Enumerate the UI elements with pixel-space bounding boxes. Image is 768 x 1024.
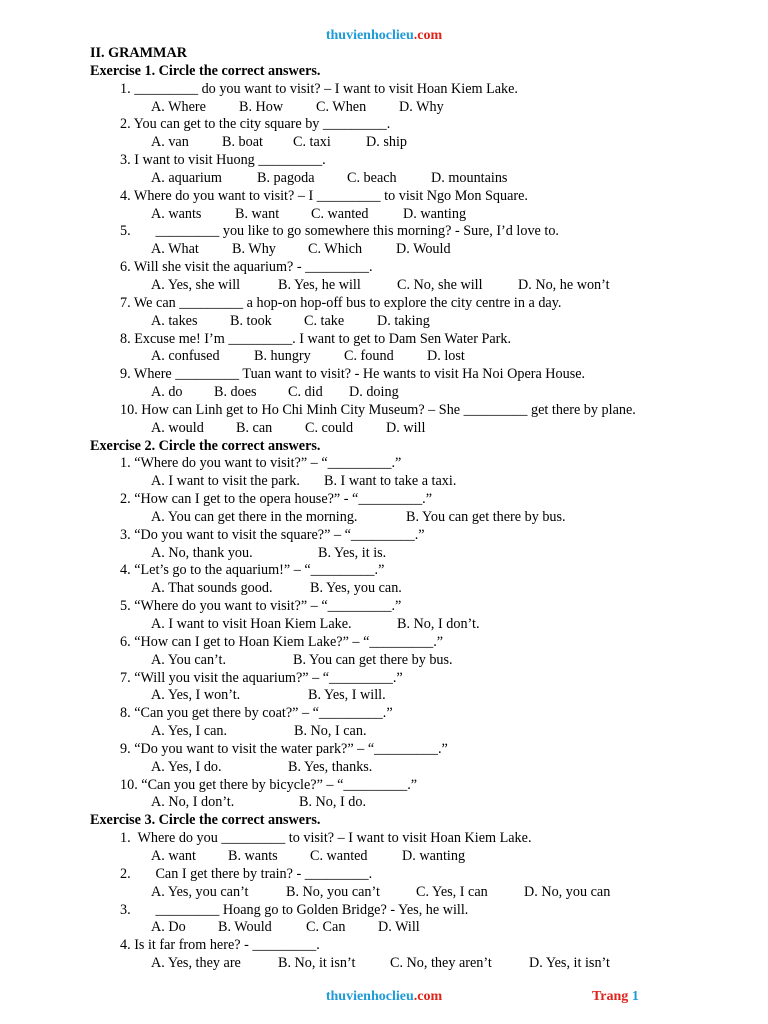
options-row	[0, 384, 768, 402]
answer-option[interactable]: B. Yes, I will.	[308, 687, 386, 704]
answer-option[interactable]: A. want	[151, 847, 196, 864]
answer-option[interactable]: D. wanting	[402, 847, 466, 864]
answer-option[interactable]: D. taking	[377, 312, 430, 329]
answer-option[interactable]: B. No, you can’t	[286, 883, 380, 900]
answer-option[interactable]: B. No, it isn’t	[278, 955, 356, 972]
question-text: 4. “Let’s go to the aquarium!” – “_________.”	[120, 562, 385, 579]
answer-option[interactable]: C. taxi	[293, 134, 331, 151]
question-text: 10. “Can you get there by bicycle?” – “_________.”	[120, 776, 418, 793]
header-site-link[interactable]	[0, 28, 768, 44]
worksheet-content	[0, 45, 768, 973]
answer-option[interactable]: D. wanting	[403, 205, 467, 222]
answer-option[interactable]: D. doing	[349, 384, 399, 401]
answer-option[interactable]: D. lost	[427, 348, 465, 365]
exercise-title: Exercise 3. Circle the correct answers.	[90, 812, 321, 829]
section-title: II. GRAMMAR	[90, 45, 187, 61]
options-row	[0, 348, 768, 366]
options-row	[0, 759, 768, 777]
answer-option[interactable]: B. Would	[218, 919, 272, 936]
answer-option[interactable]: B. want	[235, 205, 280, 222]
exercise-title: Exercise 2. Circle the correct answers.	[90, 437, 321, 454]
options-row	[0, 170, 768, 188]
answer-option[interactable]: A. takes	[151, 312, 198, 329]
site-name: thuvienhoclieu	[325, 28, 414, 43]
question-text: 8. Excuse me! I’m _________. I want to get to Dam Sen Water Park.	[120, 330, 512, 347]
question-text: 1. “Where do you want to visit?” – “_________.”	[120, 455, 402, 472]
page-num: 1	[631, 989, 639, 1004]
question-text: 4. Is it far from here? - _________.	[120, 937, 320, 954]
answer-option[interactable]: C. Can	[306, 919, 346, 936]
question-text: 3. I want to visit Huong _________.	[120, 152, 326, 169]
options-row	[0, 99, 768, 117]
answer-option[interactable]: A. Yes, she will	[151, 276, 241, 293]
answer-option[interactable]: C. No, she will	[397, 276, 483, 293]
answer-option[interactable]: A. would	[151, 419, 204, 436]
question-text: 10. How can Linh get to Ho Chi Minh City Museum? – She _________ get there by plane.	[120, 401, 636, 418]
question-text: 6. “How can I get to Hoan Kiem Lake?” – “_________.”	[120, 633, 444, 650]
answer-option[interactable]: B. How	[239, 98, 284, 115]
question-text: 9. “Do you want to visit the water park?” – “_________.”	[120, 740, 448, 757]
options-row	[0, 420, 768, 438]
answer-option[interactable]: B. Yes, thanks.	[288, 758, 373, 775]
answer-option[interactable]: C. beach	[347, 169, 397, 186]
answer-option[interactable]: D. Why	[399, 98, 444, 115]
answer-option[interactable]: A. No, I don’t.	[151, 794, 235, 811]
options-row	[0, 687, 768, 705]
question-text: 3. “Do you want to visit the square?” – “_________.”	[120, 526, 425, 543]
question-text: 5. _________ you like to go somewhere this morning? - Sure, I’d love to.	[120, 223, 559, 240]
answer-option[interactable]: B. No, I can.	[294, 723, 367, 740]
site-domain: .com	[413, 28, 443, 43]
answer-option[interactable]: D. Yes, it isn’t	[529, 955, 610, 972]
answer-option[interactable]: B. hungry	[254, 348, 311, 365]
answer-option[interactable]: B. Yes, you can.	[310, 580, 402, 597]
exercise-title: Exercise 1. Circle the correct answers.	[90, 62, 321, 79]
question-text: 1. _________ do you want to visit? – I want to visit Hoan Kiem Lake.	[120, 80, 518, 97]
options-row	[0, 919, 768, 937]
answer-option[interactable]: C. When	[316, 98, 367, 115]
answer-option[interactable]: D. mountains	[431, 169, 508, 186]
options-row	[0, 241, 768, 259]
answer-option[interactable]: B. boat	[222, 134, 263, 151]
answer-option[interactable]: A. van	[151, 134, 189, 151]
question-text: 8. “Can you get there by coat?” – “_________.”	[120, 705, 393, 722]
answer-option[interactable]: A. Yes, they are	[151, 955, 241, 972]
options-row	[0, 884, 768, 902]
question-text: 2. Can I get there by train? - _________.	[120, 865, 373, 882]
answer-option[interactable]: A. do	[151, 384, 183, 401]
footer-site-name: thuvienhoclieu	[325, 989, 414, 1004]
question-text: 2. “How can I get to the opera house?” - “_________.”	[120, 491, 433, 508]
answer-option[interactable]: A. aquarium	[151, 169, 222, 186]
answer-option[interactable]: B. No, I don’t.	[397, 616, 480, 632]
answer-option[interactable]: C. Which	[308, 241, 363, 258]
answer-option[interactable]: A. Do	[151, 919, 186, 936]
answer-option[interactable]: B. wants	[228, 847, 278, 864]
answer-option[interactable]: D. will	[386, 419, 426, 436]
answer-option[interactable]: B. Yes, it is.	[318, 544, 387, 561]
answer-option[interactable]: A. confused	[151, 348, 220, 365]
answer-option[interactable]: A. I want to visit Hoan Kiem Lake.	[151, 616, 352, 632]
footer-site-link[interactable]	[0, 989, 768, 1005]
options-row	[0, 473, 768, 491]
options-row	[0, 652, 768, 670]
answer-option[interactable]: B. took	[230, 312, 272, 329]
question-text: 2. You can get to the city square by _________.	[120, 116, 391, 133]
answer-option[interactable]: C. Yes, I can	[416, 883, 488, 900]
question-text: 9. Where _________ Tuan want to visit? - He wants to visit Ha Noi Opera House.	[120, 366, 586, 383]
options-row	[0, 277, 768, 295]
answer-option[interactable]: A. Yes, I won’t.	[151, 687, 241, 704]
options-row	[0, 509, 768, 527]
options-row	[0, 616, 768, 634]
page-number	[592, 989, 639, 1005]
answer-option[interactable]: B. Yes, he will	[278, 276, 361, 293]
answer-option[interactable]: C. found	[344, 348, 394, 365]
answer-option[interactable]: B. can	[236, 419, 273, 436]
footer	[0, 989, 768, 1007]
options-row	[0, 313, 768, 331]
answer-option[interactable]: A. That sounds good.	[151, 580, 273, 597]
answer-option[interactable]: B. does	[214, 384, 257, 401]
answer-option[interactable]: B. pagoda	[257, 169, 315, 186]
answer-option[interactable]: C. take	[304, 312, 345, 329]
options-row	[0, 848, 768, 866]
answer-option[interactable]: A. You can’t.	[151, 651, 227, 668]
answer-option[interactable]: C. did	[288, 384, 323, 401]
answer-option[interactable]: B. You can get there by bus.	[293, 651, 453, 668]
answer-option[interactable]: A. Yes, I do.	[151, 758, 222, 775]
answer-option[interactable]: D. No, he won’t	[518, 276, 610, 293]
answer-option[interactable]: B. No, I do.	[299, 794, 366, 811]
options-row	[0, 134, 768, 152]
answer-option[interactable]: C. wanted	[310, 847, 368, 864]
options-row	[0, 545, 768, 563]
options-row	[0, 580, 768, 598]
answer-option[interactable]: A. wants	[151, 205, 202, 222]
answer-option[interactable]: D. Will	[378, 919, 420, 936]
page-label: Trang	[592, 989, 629, 1004]
options-row	[0, 206, 768, 224]
answer-option[interactable]: C. No, they aren’t	[390, 955, 492, 972]
answer-option[interactable]: D. Would	[396, 241, 451, 258]
answer-option[interactable]: A. Yes, you can’t	[151, 883, 249, 900]
answer-option[interactable]: B. Why	[232, 241, 276, 258]
answer-option[interactable]: C. wanted	[311, 205, 369, 222]
answer-option[interactable]: A. You can get there in the morning.	[151, 508, 358, 525]
answer-option[interactable]: D. No, you can	[524, 883, 611, 900]
question-text: 3. _________ Hoang go to Golden Bridge? - Yes, he will.	[120, 901, 469, 918]
answer-option[interactable]: A. What	[151, 241, 199, 258]
answer-option[interactable]: C. could	[305, 419, 354, 436]
answer-option[interactable]: B. You can get there by bus.	[406, 508, 566, 525]
answer-option[interactable]: A. Yes, I can.	[151, 723, 228, 740]
answer-option[interactable]: A. I want to visit the park.	[151, 473, 300, 490]
answer-option[interactable]: A. No, thank you.	[151, 544, 253, 561]
question-text: 7. “Will you visit the aquarium?” – “_________.”	[120, 669, 403, 686]
answer-option[interactable]: D. ship	[366, 134, 407, 151]
question-text: 1. Where do you _________ to visit? – I want to visit Hoan Kiem Lake.	[120, 830, 532, 847]
question-text: 4. Where do you want to visit? – I _________ to visit Ngo Mon Square.	[120, 187, 528, 204]
answer-option[interactable]: A. Where	[151, 98, 206, 115]
options-row	[0, 723, 768, 741]
footer-site-domain: .com	[413, 989, 443, 1004]
options-row	[0, 955, 768, 973]
question-text: 5. “Where do you want to visit?” – “_________.”	[120, 598, 402, 615]
answer-option[interactable]: B. I want to take a taxi.	[324, 473, 457, 490]
options-row	[0, 794, 768, 812]
question-text: 6. Will she visit the aquarium? - _________.	[120, 259, 373, 276]
question-text: 7. We can _________ a hop-on hop-off bus to explore the city centre in a day.	[120, 294, 562, 311]
